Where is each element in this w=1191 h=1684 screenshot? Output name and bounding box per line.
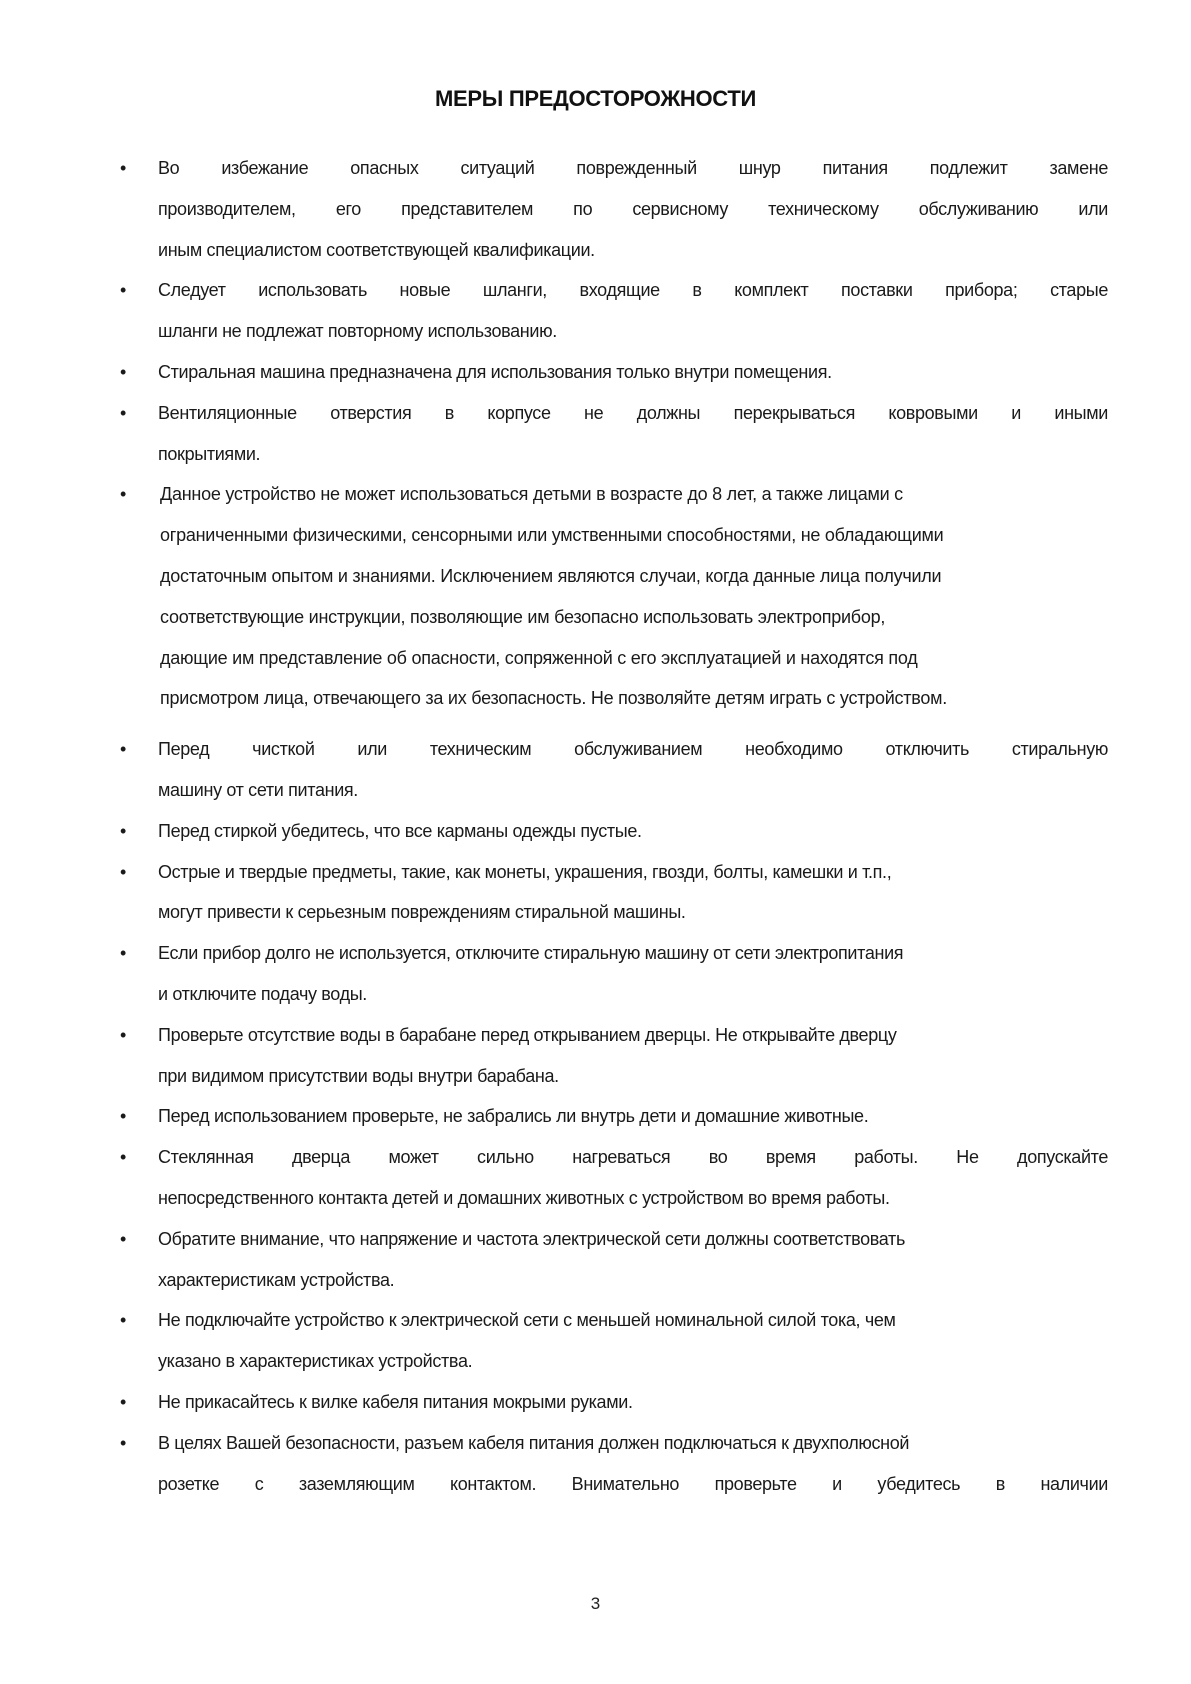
list-item xyxy=(118,1137,1108,1219)
list-item xyxy=(118,393,1108,475)
list-item xyxy=(118,270,1108,352)
list-item-text-line: Перед использованием проверьте, не забрались ли внутрь дети и домашние животные. xyxy=(158,1106,869,1127)
list-item xyxy=(118,474,1108,719)
list-item-text-line: Не прикасайтесь к вилке кабеля питания мокрыми руками. xyxy=(158,1391,633,1412)
list-item xyxy=(118,729,1108,811)
list-item xyxy=(118,352,1108,393)
list-item-text-line: розетке с заземляющим контактом. Внимательно проверьте и убедитесь в наличии xyxy=(158,1473,1108,1494)
list-item-text-line: покрытиями. xyxy=(158,443,261,464)
bullet-icon: • xyxy=(120,280,127,301)
list-item-text-line: Данное устройство не может использоваться детьми в возрасте до 8 лет, а также лицами с xyxy=(160,484,903,505)
list-item-text-line: Обратите внимание, что напряжение и частота электрической сети должны соответствовать xyxy=(158,1228,905,1249)
page-title: МЕРЫ ПРЕДОСТОРОЖНОСТИ xyxy=(435,86,756,111)
list-item-text-line: Следует использовать новые шланги, входящие в комплект поставки прибора; старые xyxy=(158,280,1108,301)
list-item-text-line: Проверьте отсутствие воды в барабане перед открыванием дверцы. Не открывайте дверцу xyxy=(158,1024,897,1045)
list-item-text-line: шланги не подлежат повторному использованию. xyxy=(158,321,557,342)
bullet-icon: • xyxy=(120,1432,127,1453)
list-item-text-line: производителем, его представителем по сервисному техническому обслуживанию или xyxy=(158,198,1108,219)
list-item-text-line: характеристикам устройства. xyxy=(158,1269,395,1290)
list-item-text-line: указано в характеристиках устройства. xyxy=(158,1351,473,1372)
list-item-text-line: могут привести к серьезным повреждениям стиральной машины. xyxy=(158,902,686,923)
precautions-list xyxy=(118,148,1108,1504)
list-item-text-line: Вентиляционные отверстия в корпусе не должны перекрываться ковровыми и иными xyxy=(158,402,1108,423)
list-item xyxy=(118,1219,1108,1301)
list-item xyxy=(118,852,1108,934)
bullet-icon: • xyxy=(120,861,127,882)
list-item xyxy=(118,811,1108,852)
list-item-text-line: Острые и твердые предметы, такие, как монеты, украшения, гвозди, болты, камешки и т.п., xyxy=(158,861,892,882)
list-item-text-line: Стеклянная дверца может сильно нагреваться во время работы. Не допускайте xyxy=(158,1147,1108,1168)
bullet-icon: • xyxy=(120,484,127,505)
list-item-text-line: Если прибор долго не используется, отключите стиральную машину от сети электропитания xyxy=(158,943,904,964)
list-item xyxy=(118,1300,1108,1382)
bullet-icon: • xyxy=(120,1391,127,1412)
list-item xyxy=(118,1423,1108,1505)
bullet-icon: • xyxy=(120,1024,127,1045)
bullet-icon: • xyxy=(120,1228,127,1249)
bullet-icon: • xyxy=(120,361,127,382)
list-item-text-line: Стиральная машина предназначена для использования только внутри помещения. xyxy=(158,361,832,382)
list-item-text-line: соответствующие инструкции, позволяющие им безопасно использовать электроприбор, xyxy=(160,606,886,627)
bullet-icon: • xyxy=(120,402,127,423)
list-item-text-line: присмотром лица, отвечающего за их безопасность. Не позволяйте детям играть с устройством. xyxy=(160,688,947,709)
list-item xyxy=(118,1096,1108,1137)
list-item-text-line: Во избежание опасных ситуаций поврежденный шнур питания подлежит замене xyxy=(158,158,1108,178)
list-item-text-line: Перед чисткой или техническим обслуживанием необходимо отключить стиральную xyxy=(158,739,1108,760)
bullet-icon: • xyxy=(120,739,127,760)
list-item-text-line: и отключите подачу воды. xyxy=(158,983,367,1004)
list-item-text-line: ограниченными физическими, сенсорными или умственными способностями, не обладающими xyxy=(160,525,944,546)
list-item xyxy=(118,1015,1108,1097)
list-item-text-line: Перед стиркой убедитесь, что все карманы одежды пустые. xyxy=(158,820,642,841)
list-item-text-line: при видимом присутствии воды внутри барабана. xyxy=(158,1065,559,1086)
bullet-icon: • xyxy=(120,1106,127,1127)
bullet-icon: • xyxy=(120,943,127,964)
list-item-text-line: В целях Вашей безопасности, разъем кабеля питания должен подключаться к двухполюсной xyxy=(158,1432,910,1453)
list-item xyxy=(118,933,1108,1015)
list-item-text-line: дающие им представление об опасности, сопряженной с его эксплуатацией и находятся под xyxy=(160,647,918,668)
bullet-icon: • xyxy=(120,1310,127,1331)
list-item-text-line: Не подключайте устройство к электрической сети с меньшей номинальной силой тока, чем xyxy=(158,1310,896,1331)
page-number: 3 xyxy=(590,1594,601,1613)
list-item xyxy=(118,1382,1108,1423)
list-item-text-line: непосредственного контакта детей и домашних животных с устройством во время работы. xyxy=(158,1187,890,1208)
bullet-icon: • xyxy=(120,158,127,178)
list-item-text-line: достаточным опытом и знаниями. Исключением являются случаи, когда данные лица получили xyxy=(160,565,942,586)
bullet-icon: • xyxy=(120,1147,127,1168)
list-item-text-line: машину от сети питания. xyxy=(158,779,358,800)
list-item xyxy=(118,148,1108,270)
list-item-text-line: иным специалистом соответствующей квалификации. xyxy=(158,239,595,260)
bullet-icon: • xyxy=(120,820,127,841)
